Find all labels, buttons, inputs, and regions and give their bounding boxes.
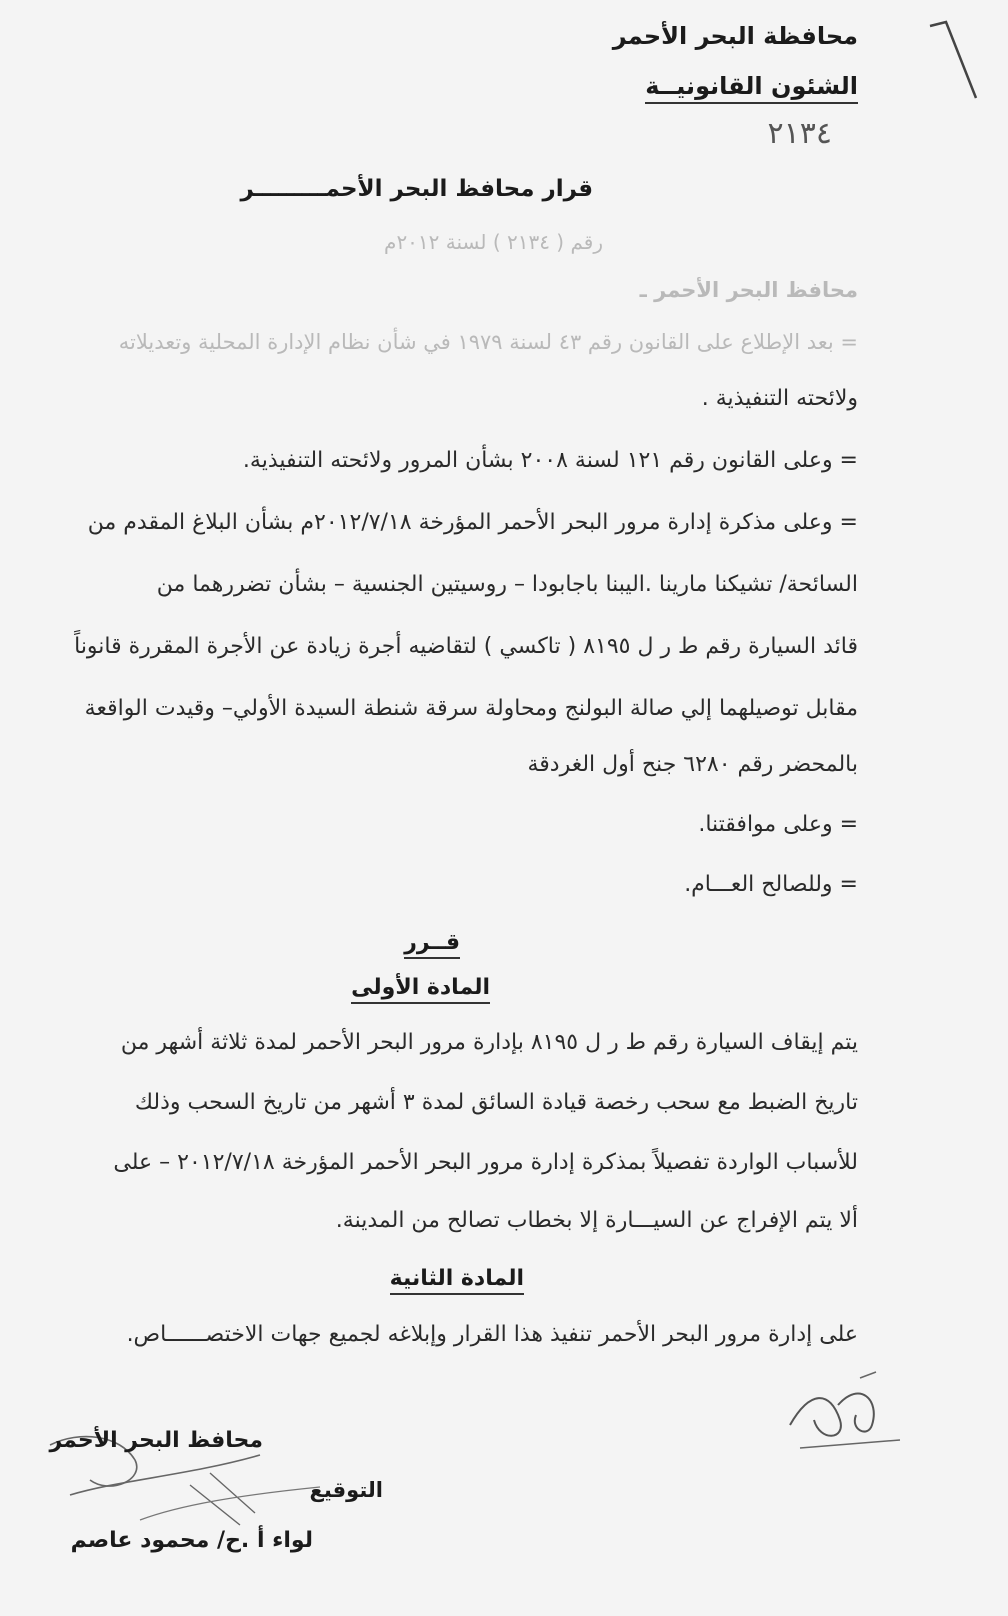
preamble-line-8: بالمحضر رقم ٦٢٨٠ جنح أول الغردقة — [527, 752, 858, 777]
decision-heading: قــرر — [404, 930, 460, 959]
signatory-name: لواء أ .ح/ محمود عاصم — [70, 1528, 313, 1553]
issuer-line: محافظ البحر الأحمر ـ — [639, 278, 858, 302]
page-number-mark — [926, 18, 986, 108]
preamble-line-3: = وعلى القانون رقم ١٢١ لسنة ٢٠٠٨ بشأن المرور ولائحته التنفيذية. — [242, 448, 858, 473]
signatory-title: محافظ البحر الأحمر — [49, 1428, 263, 1453]
reference-number: ٢١٣٤ — [767, 116, 832, 151]
signature-label: التوقيع — [309, 1478, 383, 1502]
article-1-line-2: تاريخ الضبط مع سحب رخصة قيادة السائق لمدة ٣ أشهر من تاريخ السحب وذلك — [134, 1090, 858, 1115]
preamble-line-5: السائحة/ تشيكنا مارينا .اليبنا باجابودا – روسيتين الجنسية – بشأن تضررهما من — [156, 572, 858, 597]
preamble-line-4: = وعلى مذكرة إدارة مرور البحر الأحمر المؤرخة ٢٠١٢/٧/١٨م بشأن البلاغ المقدم من — [87, 510, 858, 535]
preamble-line-6: قائد السيارة رقم ط ر ل ٨١٩٥ ( تاكسي ) لتقاضيه أجرة زيادة عن الأجرة المقررة قانوناً — [74, 634, 858, 659]
article-1-title: المادة الأولى — [351, 975, 490, 1004]
governorate-header: محافظة البحر الأحمر — [612, 22, 858, 50]
article-1-line-3: للأسباب الواردة تفصيلاً بمذكرة إدارة مرور البحر الأحمر المؤرخة ٢٠١٢/٧/١٨ – على — [113, 1150, 858, 1175]
decree-title: قرار محافظ البحر الأحمـــــــــر — [240, 176, 593, 202]
preamble-line-10: = وللصالح العـــام. — [684, 872, 858, 897]
preamble-line-1: = بعد الإطلاع على القانون رقم ٤٣ لسنة ١٩٧٩ في شأن نظام الإدارة المحلية وتعديلاته — [118, 330, 858, 354]
article-2-line-1: على إدارة مرور البحر الأحمر تنفيذ هذا القرار وإبلاغه لجميع جهات الاختصــــــاص. — [126, 1322, 858, 1347]
article-1-line-1: يتم إيقاف السيارة رقم ط ر ل ٨١٩٥ بإدارة مرور البحر الأحمر لمدة ثلاثة أشهر من — [120, 1030, 858, 1055]
handwritten-initials — [780, 1370, 910, 1460]
preamble-line-7: مقابل توصيلهما إلي صالة البولنج ومحاولة سرقة شنطة السيدة الأولي– وقيدت الواقعة — [84, 696, 858, 721]
decree-number-line: رقم ( ٢١٣٤ ) لسنة ٢٠١٢م — [384, 230, 603, 254]
department-header: الشئون القانونيــة — [645, 72, 858, 104]
article-1-line-4: ألا يتم الإفراج عن السيـــارة إلا بخطاب تصالح من المدينة. — [335, 1208, 858, 1233]
article-2-title: المادة الثانية — [390, 1266, 524, 1295]
preamble-line-2: ولائحته التنفيذية . — [701, 386, 858, 411]
preamble-line-9: = وعلى موافقتنا. — [698, 812, 858, 837]
